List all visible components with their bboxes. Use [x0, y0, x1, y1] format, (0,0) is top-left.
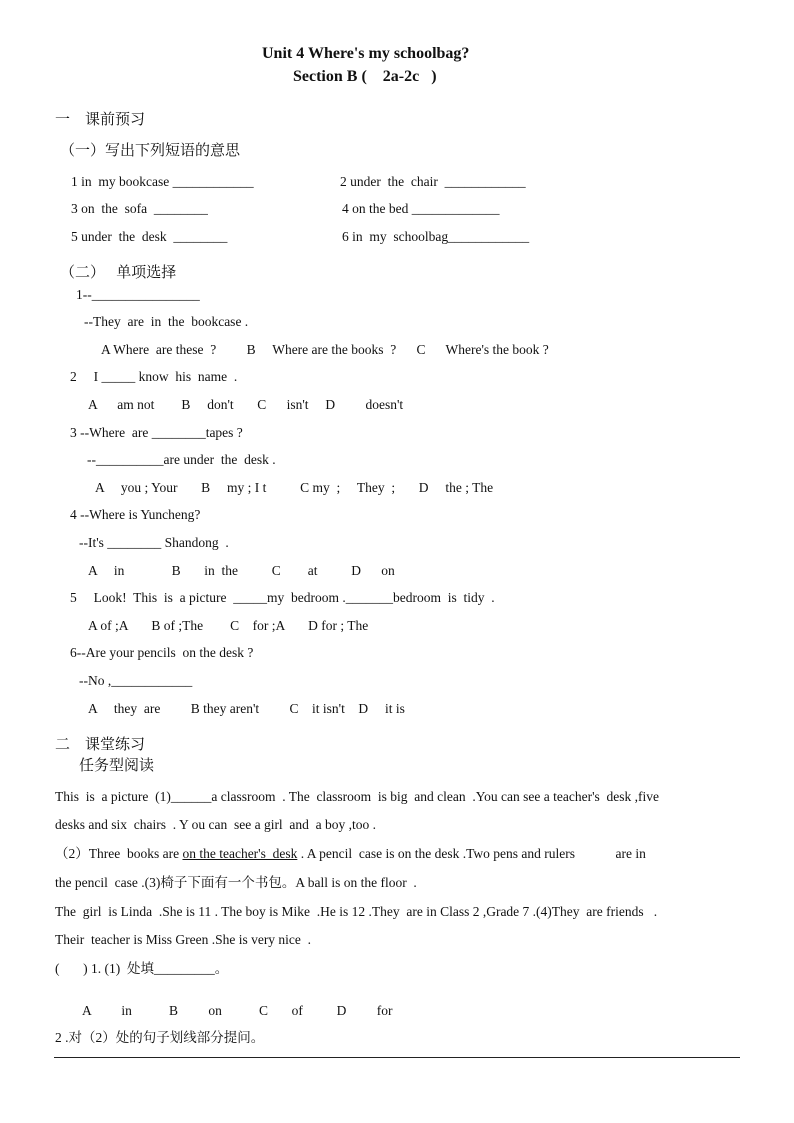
phrase-item: 5 under the desk ________ — [71, 229, 228, 244]
q2-stem: 2 I _____ know his name . — [70, 369, 238, 384]
q5-options: A of ;A B of ;The C for ;A D for ; The — [88, 618, 369, 633]
passage-line: Their teacher is Miss Green .She is very nice . — [55, 932, 312, 947]
bottom-rule — [54, 1057, 740, 1058]
q6-options: A they are B they aren't C it isn't D it is — [88, 701, 405, 716]
page-subtitle: Section B ( 2a-2c ) — [293, 68, 437, 85]
phrase-item: 3 on the sofa ________ — [71, 201, 208, 216]
q4-stem: 4 --Where is Yuncheng? — [70, 507, 201, 522]
q6-stem: 6--Are your pencils on the desk ? — [70, 645, 254, 660]
phrase-item: 4 on the bed _____________ — [342, 201, 500, 216]
passage-line: This is a picture (1)______a classroom . The classroom is big and clean .You can see a teacher's desk ,five — [55, 789, 660, 804]
part2-heading: 二 课堂练习 — [55, 737, 146, 753]
q4-options: A in B in the C at D on — [88, 563, 395, 578]
sub2-heading: （二） 单项选择 — [60, 265, 177, 281]
q2-options: A am not B don't C isn't D doesn't — [88, 397, 404, 412]
q3-answer-line: --__________are under the desk . — [87, 452, 276, 467]
phrase-item: 2 under the chair ____________ — [340, 174, 526, 189]
reading-q1-options: A in B on C of D for — [82, 1003, 393, 1018]
q3-stem: 3 --Where are ________tapes ? — [70, 425, 243, 440]
passage-line: desks and six chairs . Y ou can see a girl and a boy ,too . — [55, 817, 377, 832]
q3-options: A you ; Your B my ; I t C my ; They ; D the ; The — [95, 480, 494, 495]
q4-answer-line: --It's ________ Shandong . — [79, 535, 229, 550]
part1-heading: 一 课前预习 — [55, 112, 146, 128]
q1-answer-line: --They are in the bookcase . — [84, 314, 249, 329]
part2-subheading: 任务型阅读 — [79, 758, 155, 774]
q5-stem: 5 Look! This is a picture _____my bedroom ._______bedroom is tidy . — [70, 590, 495, 605]
sub1-heading: （一）写出下列短语的意思 — [60, 143, 241, 159]
passage-line: （2）Three books are on the teacher's desk . A pencil case is on the desk .Two pens and rulers are in — [55, 846, 646, 861]
phrase-item: 6 in my schoolbag____________ — [342, 229, 530, 244]
page-title: Unit 4 Where's my schoolbag? — [262, 45, 470, 62]
q1-options: A Where are these ? B Where are the books ? C Where's the book ? — [101, 342, 549, 357]
underlined-phrase: on the teacher's desk — [182, 846, 298, 861]
reading-q1: ( ) 1. (1) 处填_________。 — [55, 961, 229, 976]
q6-answer-line: --No ,____________ — [79, 673, 193, 688]
reading-q2: 2 .对（2）处的句子划线部分提问。 — [55, 1030, 265, 1045]
q1-stem: 1--________________ — [76, 287, 200, 302]
passage-line: The girl is Linda .She is 11 . The boy is Mike .He is 12 .They are in Class 2 ,Grade 7 .(4)They are friends . — [55, 904, 658, 919]
phrase-item: 1 in my bookcase ____________ — [71, 174, 254, 189]
passage-line: the pencil case .(3)椅子下面有一个书包。A ball is on the floor . — [55, 875, 417, 890]
